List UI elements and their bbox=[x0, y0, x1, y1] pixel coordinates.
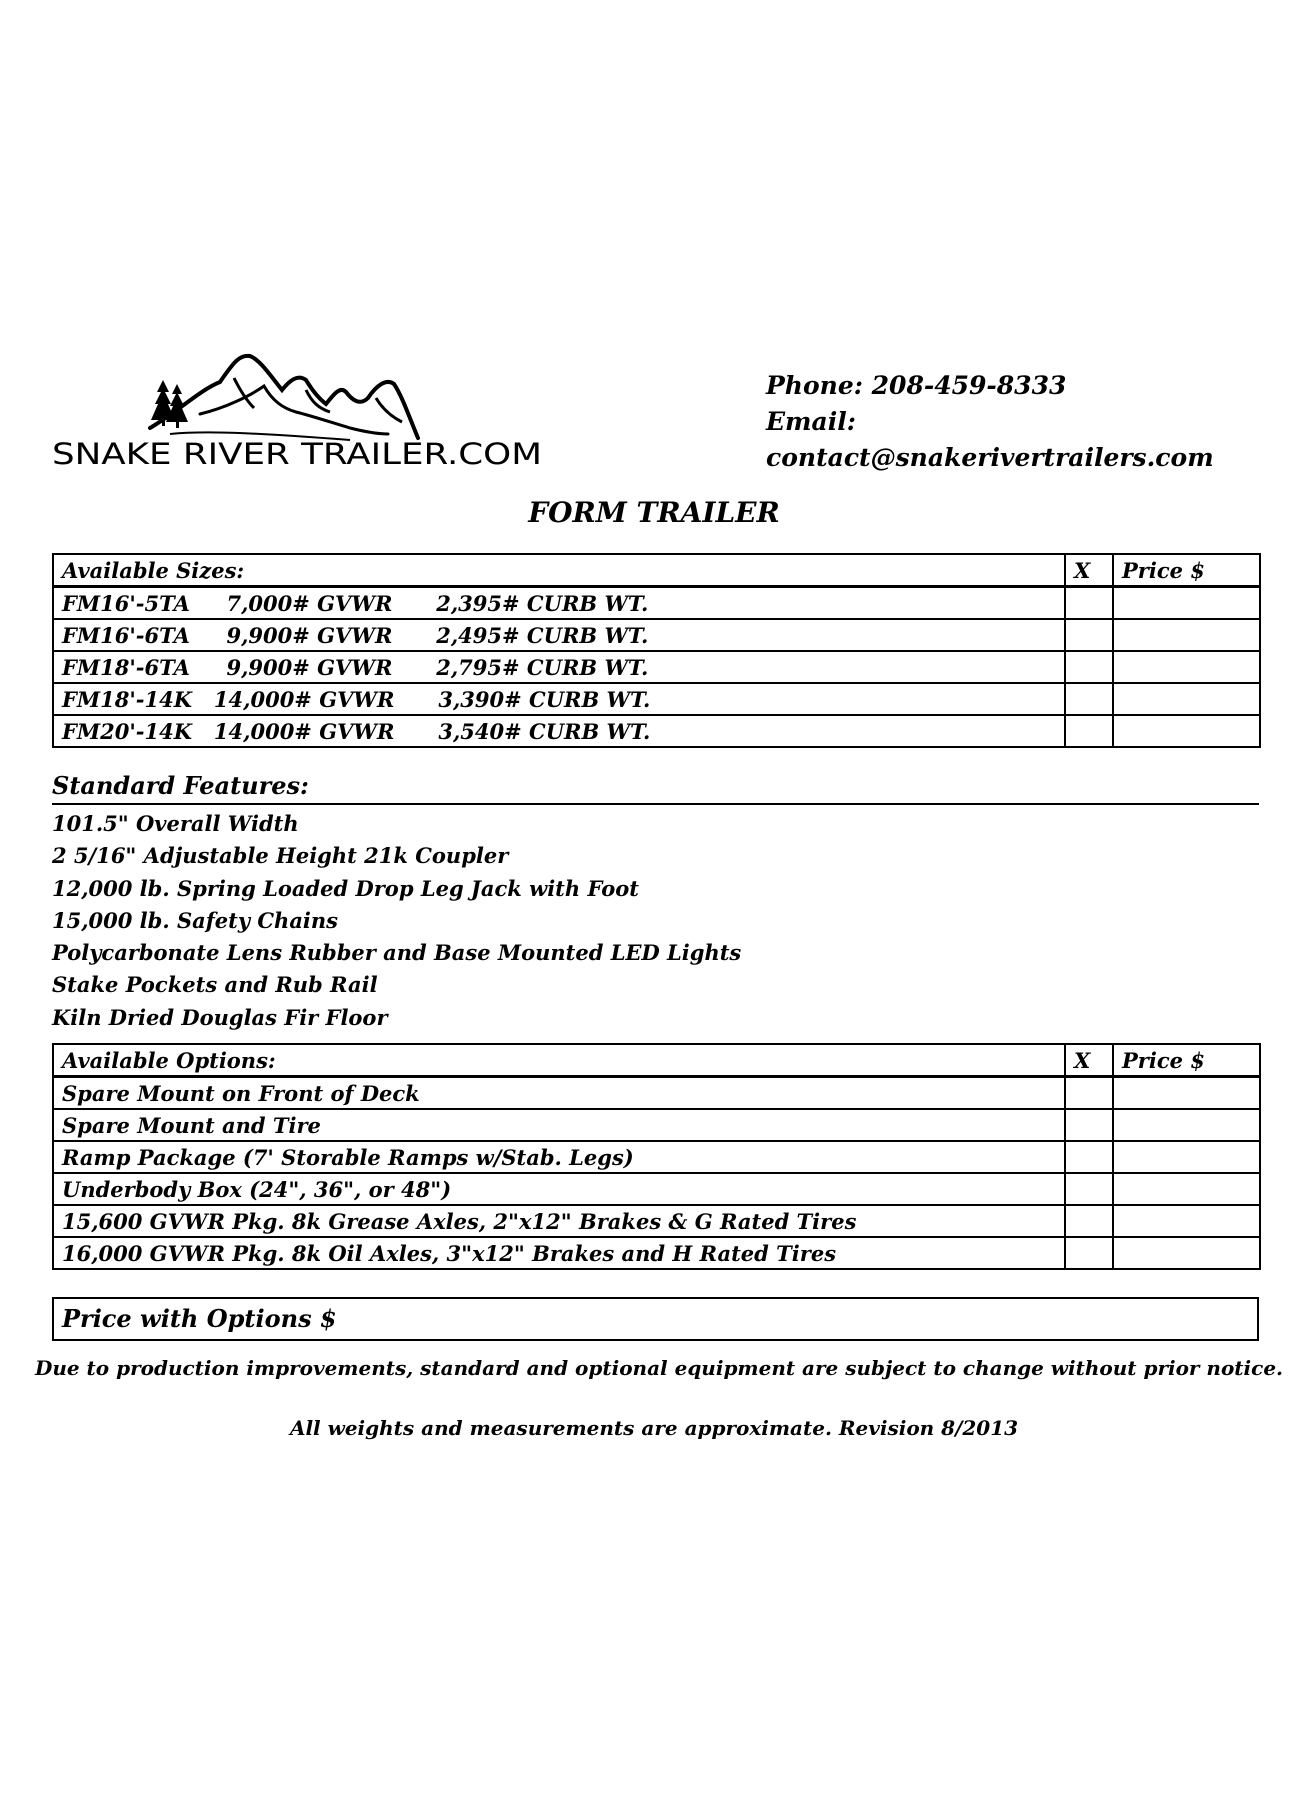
select-checkbox-cell[interactable] bbox=[1065, 1141, 1113, 1173]
price-with-options-field[interactable] bbox=[52, 1297, 1259, 1341]
size-label: FM16'-6TA 9,900# GVWR 2,495# CURB WT. bbox=[53, 619, 1065, 651]
option-label: Spare Mount on Front of Deck bbox=[53, 1077, 1065, 1110]
option-label: Underbody Box (24", 36", or 48") bbox=[53, 1173, 1065, 1205]
select-checkbox-cell[interactable] bbox=[1065, 715, 1113, 747]
size-label: FM18'-14K 14,000# GVWR 3,390# CURB WT. bbox=[53, 683, 1065, 715]
form-title: FORM TRAILER bbox=[528, 496, 780, 529]
size-label: FM18'-6TA 9,900# GVWR 2,795# CURB WT. bbox=[53, 651, 1065, 683]
list-item: Stake Pockets and Rub Rail bbox=[52, 972, 378, 998]
list-item: 2 5/16" Adjustable Height 21k Coupler bbox=[52, 843, 509, 869]
approximation-notice: All weights and measurements are approximate. Revision 8/2013 bbox=[289, 1416, 1019, 1440]
select-checkbox-cell[interactable] bbox=[1065, 1173, 1113, 1205]
table-row bbox=[53, 1141, 1260, 1173]
price-input-cell[interactable] bbox=[1113, 1109, 1260, 1141]
price-input-cell[interactable] bbox=[1113, 1205, 1260, 1237]
select-checkbox-cell[interactable] bbox=[1065, 1205, 1113, 1237]
price-input-cell[interactable] bbox=[1113, 619, 1260, 651]
sizes-table bbox=[52, 553, 1261, 748]
options-table bbox=[52, 1043, 1261, 1270]
phone-text: Phone: 208-459-8333 bbox=[766, 371, 1067, 400]
price-input-cell[interactable] bbox=[1113, 651, 1260, 683]
sizes-header-row bbox=[53, 554, 1260, 587]
select-checkbox-cell[interactable] bbox=[1065, 1109, 1113, 1141]
options-header-row bbox=[53, 1044, 1260, 1077]
select-checkbox-cell[interactable] bbox=[1065, 651, 1113, 683]
price-with-options-label: Price with Options $ bbox=[62, 1304, 337, 1333]
price-column-header: Price $ bbox=[1113, 1044, 1260, 1077]
option-label: Spare Mount and Tire bbox=[53, 1109, 1065, 1141]
size-label: FM20'-14K 14,000# GVWR 3,540# CURB WT. bbox=[53, 715, 1065, 747]
x-column-header: X bbox=[1065, 554, 1113, 587]
price-input-cell[interactable] bbox=[1113, 1077, 1260, 1110]
option-label: 15,600 GVWR Pkg. 8k Grease Axles, 2"x12" Brakes & G Rated Tires bbox=[53, 1205, 1065, 1237]
table-row bbox=[53, 619, 1260, 651]
list-item: Polycarbonate Lens Rubber and Base Mounted LED Lights bbox=[52, 940, 742, 966]
price-input-cell[interactable] bbox=[1113, 1173, 1260, 1205]
price-column-header: Price $ bbox=[1113, 554, 1260, 587]
price-input-cell[interactable] bbox=[1113, 683, 1260, 715]
contact-info bbox=[766, 368, 1308, 476]
sizes-header: Available Sizes: bbox=[53, 554, 1065, 587]
mountain-logo-icon bbox=[50, 350, 550, 480]
option-label: Ramp Package (7' Storable Ramps w/Stab. Legs) bbox=[53, 1141, 1065, 1173]
features-heading: Standard Features: bbox=[52, 771, 1259, 805]
features-list bbox=[52, 808, 741, 1034]
list-item: 15,000 lb. Safety Chains bbox=[52, 907, 339, 933]
table-row bbox=[53, 1109, 1260, 1141]
table-row bbox=[53, 715, 1260, 747]
options-header: Available Options: bbox=[53, 1044, 1065, 1077]
option-label: 16,000 GVWR Pkg. 8k Oil Axles, 3"x12" Brakes and H Rated Tires bbox=[53, 1237, 1065, 1269]
list-item: 101.5" Overall Width bbox=[52, 811, 299, 836]
email-text: Email: contact@snakerivertrailers.com bbox=[766, 407, 1214, 472]
select-checkbox-cell[interactable] bbox=[1065, 1077, 1113, 1110]
list-item: Kiln Dried Douglas Fir Floor bbox=[52, 1004, 388, 1030]
x-column-header: X bbox=[1065, 1044, 1113, 1077]
logo-wordmark: SNAKE RIVER TRAILER.COM bbox=[52, 437, 542, 471]
select-checkbox-cell[interactable] bbox=[1065, 683, 1113, 715]
change-notice: Due to production improvements, standard and optional equipment are subject to change without prior notice. bbox=[34, 1356, 1284, 1380]
table-row bbox=[53, 1237, 1260, 1269]
company-logo bbox=[50, 350, 550, 480]
table-row bbox=[53, 651, 1260, 683]
price-input-cell[interactable] bbox=[1113, 1237, 1260, 1269]
table-row bbox=[53, 587, 1260, 620]
table-row bbox=[53, 1077, 1260, 1110]
price-input-cell[interactable] bbox=[1113, 715, 1260, 747]
table-row bbox=[53, 683, 1260, 715]
select-checkbox-cell[interactable] bbox=[1065, 587, 1113, 620]
price-input-cell[interactable] bbox=[1113, 587, 1260, 620]
select-checkbox-cell[interactable] bbox=[1065, 619, 1113, 651]
list-item: 12,000 lb. Spring Loaded Drop Leg Jack with Foot bbox=[52, 875, 639, 901]
select-checkbox-cell[interactable] bbox=[1065, 1237, 1113, 1269]
size-label: FM16'-5TA 7,000# GVWR 2,395# CURB WT. bbox=[53, 587, 1065, 620]
table-row bbox=[53, 1173, 1260, 1205]
price-input-cell[interactable] bbox=[1113, 1141, 1260, 1173]
table-row bbox=[53, 1205, 1260, 1237]
